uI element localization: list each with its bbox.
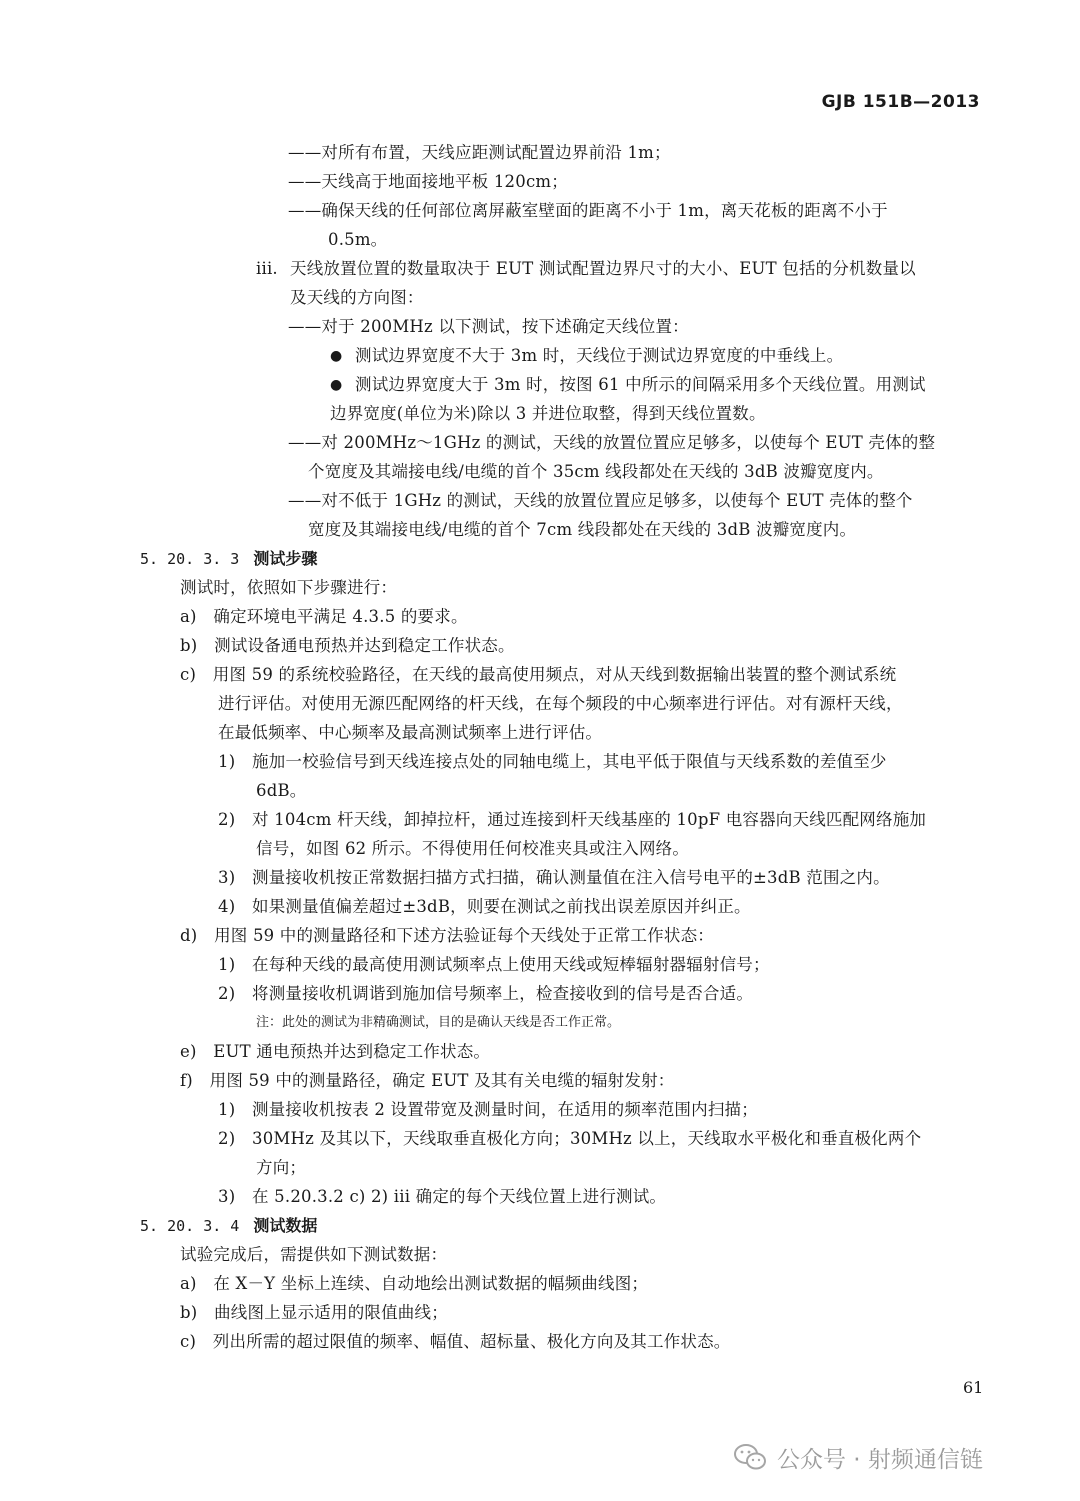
list-item-continuation: 宽度及其端接电线/电缆的首个 7cm 线段都处在天线的 3dB 波瓣宽度内。 (308, 520, 857, 539)
list-item: e) EUT 通电预热并达到稳定工作状态。 (180, 1042, 491, 1061)
note: 注：此处的测试为非精确测试，目的是确认天线是否工作正常。 (256, 1015, 621, 1030)
sub-list-item: 1) 测量接收机按表 2 设置带宽及测量时间，在适用的频率范围内扫描； (218, 1100, 758, 1119)
sub-list-item: 1) 施加一校验信号到天线连接点处的同轴电缆上，其电平低于限值与天线系数的差值至少 (218, 752, 887, 771)
bullet-icon: ● (330, 348, 343, 364)
list-item: a) 在 X－Y 坐标上连续、自动地绘出测试数据的幅频曲线图； (180, 1274, 649, 1293)
list-item: ——对于 200MHz 以下测试，按下述确定天线位置： (288, 317, 689, 336)
section-heading (140, 547, 317, 571)
list-item: d) 用图 59 中的测量路径和下述方法验证每个天线处于正常工作状态： (180, 926, 714, 945)
list-item: b) 曲线图上显示适用的限值曲线； (180, 1303, 448, 1322)
list-item-continuation: 个宽度及其端接电线/电缆的首个 35cm 线段都处在天线的 3dB 波瓣宽度内。 (308, 462, 884, 481)
list-item-continuation: 0.5m。 (328, 230, 388, 249)
section-title: 测试数据 (253, 1216, 318, 1235)
watermark (733, 1437, 983, 1477)
section-number: 5. 20. 3. 4 (140, 1217, 240, 1235)
list-item: ——天线高于地面接地平板 120cm； (288, 172, 568, 191)
sub-list-item: 2) 将测量接收机调谐到施加信号频率上，检查接收到的信号是否合适。 (218, 984, 754, 1003)
watermark-text: 公众号 · 射频通信链 (777, 1446, 983, 1473)
section-heading (140, 1214, 317, 1238)
sub-list-item-continuation: 方向； (256, 1158, 307, 1177)
list-item: c) 用图 59 的系统校验路径，在天线的最高使用频点，对从天线到数据输出装置的整个测试系统 (180, 665, 897, 684)
paragraph-line: 及天线的方向图： (290, 288, 424, 307)
paragraph-line: 试验完成后，需提供如下测试数据： (180, 1245, 448, 1264)
paragraph-line: 测试时，依照如下步骤进行： (180, 578, 398, 597)
list-item: a) 确定环境电平满足 4.3.5 的要求。 (180, 607, 468, 626)
item-marker: iii. (256, 259, 278, 278)
sub-list-item: 3) 在 5.20.3.2 c) 2) iii 确定的每个天线位置上进行测试。 (218, 1187, 667, 1206)
list-item: c) 列出所需的超过限值的频率、幅值、超标量、极化方向及其工作状态。 (180, 1332, 731, 1351)
list-item: ——对所有布置，天线应距测试配置边界前沿 1m； (288, 143, 671, 162)
sub-list-item-continuation: 信号，如图 62 所示。不得使用任何校准夹具或注入网络。 (256, 839, 690, 858)
standard-code: GJB 151B—2013 (821, 92, 980, 112)
sub-list-item-continuation: 6dB。 (256, 781, 307, 800)
section-title: 测试步骤 (253, 549, 318, 568)
bullet-text: 测试边界宽度大于 3m 时，按图 61 中所示的间隔采用多个天线位置。用测试 (355, 375, 926, 394)
sub-list-item: 2) 30MHz 及其以下，天线取垂直极化方向；30MHz 以上，天线取水平极化和垂直极化两个 (218, 1129, 922, 1148)
page-number: 61 (963, 1378, 984, 1397)
sub-list-item: 3) 测量接收机按正常数据扫描方式扫描，确认测量值在注入信号电平的±3dB 范围之内。 (218, 868, 890, 887)
list-item-continuation: 进行评估。对使用无源匹配网络的杆天线，在每个频段的中心频率进行评估。对有源杆天线， (218, 694, 903, 713)
list-item: f) 用图 59 中的测量路径，确定 EUT 及其有关电缆的辐射发射： (180, 1071, 675, 1090)
list-item-continuation: 在最低频率、中心频率及最高测试频率上进行评估。 (218, 723, 603, 742)
list-item: ——对不低于 1GHz 的测试，天线的放置位置应足够多，以使每个 EUT 壳体的整个 (288, 491, 913, 510)
bullet-icon: ● (330, 377, 343, 393)
sub-list-item: 1) 在每种天线的最高使用测试频率点上使用天线或短棒辐射器辐射信号； (218, 955, 770, 974)
list-item: b) 测试设备通电预热并达到稳定工作状态。 (180, 636, 515, 655)
bullet-text-continuation: 边界宽度(单位为米)除以 3 并进位取整，得到天线位置数。 (330, 404, 766, 423)
list-item: ——对 200MHz～1GHz 的测试，天线的放置位置应足够多，以使每个 EUT 壳体的整 (288, 433, 936, 452)
sub-list-item: 2) 对 104cm 杆天线，卸掉拉杆，通过连接到杆天线基座的 10pF 电容器向天线匹配网络施加 (218, 810, 927, 829)
wechat-logo-icon (733, 1443, 767, 1471)
paragraph-line: 天线放置位置的数量取决于 EUT 测试配置边界尺寸的大小、EUT 包括的分机数量以 (290, 259, 916, 278)
list-item: ——确保天线的任何部位离屏蔽室壁面的距离不小于 1m，离天花板的距离不小于 (288, 201, 888, 220)
bullet-text: 测试边界宽度不大于 3m 时，天线位于测试边界宽度的中垂线上。 (355, 346, 844, 365)
section-number: 5. 20. 3. 3 (140, 550, 240, 568)
sub-list-item: 4) 如果测量值偏差超过±3dB，则要在测试之前找出误差原因并纠正。 (218, 897, 751, 916)
